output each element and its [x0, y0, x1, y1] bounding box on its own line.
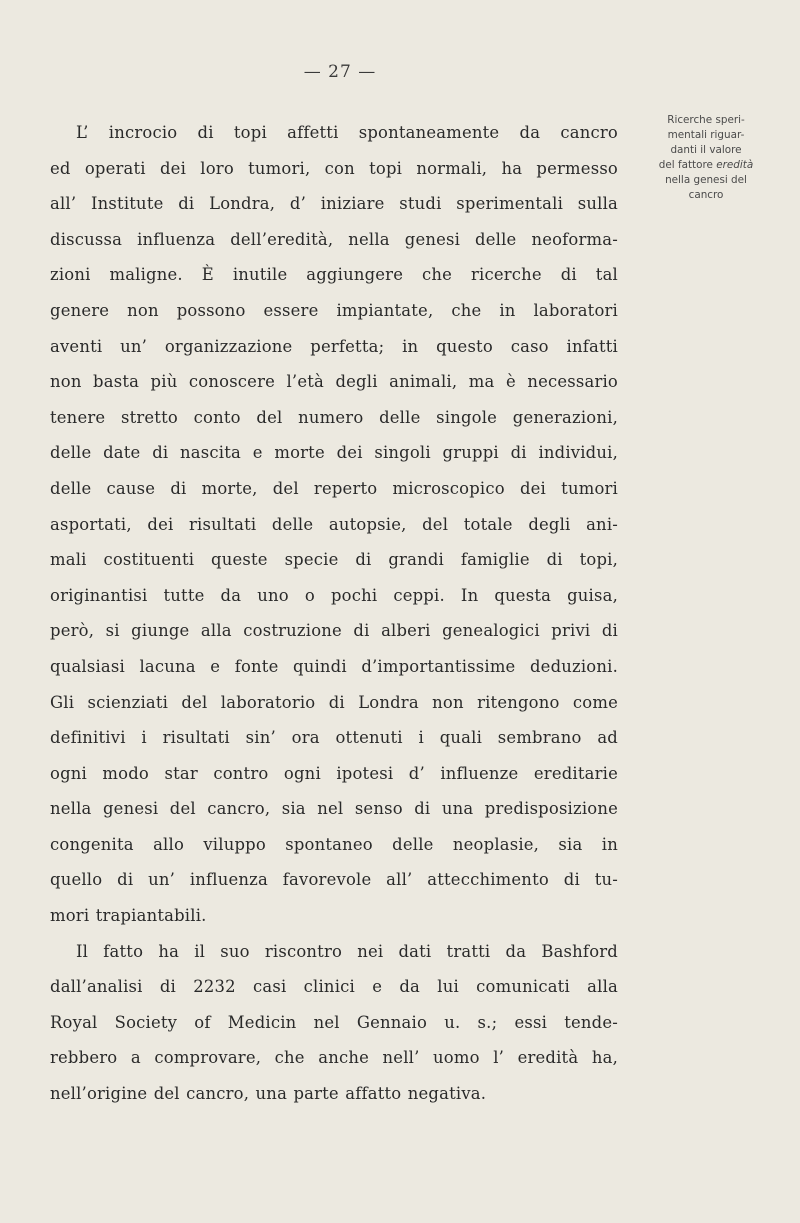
text-line: qualsiasi lacuna e fonte quindi d’importantissime deduzioni. [50, 656, 618, 676]
text-line: Il fatto ha il suo riscontro nei dati tratti da Bashford [76, 941, 618, 961]
margin-note-line: cancro [688, 189, 724, 201]
text-line: Gli scienziati del laboratorio di Londra non ritengono come [50, 692, 618, 712]
text-line: originantisi tutte da uno o pochi ceppi. In questa guisa, [50, 585, 618, 605]
text-line: rebbero a comprovare, che anche nell’ uomo l’ eredità ha, [50, 1048, 618, 1068]
text-line: delle cause di morte, del reperto microscopico dei tumori [50, 478, 618, 498]
text-line: tenere stretto conto del numero delle singole generazioni, [50, 407, 618, 427]
text-line: però, si giunge alla costruzione di alberi genealogici privi di [50, 621, 618, 641]
text-line: genere non possono essere impiantate, che in laboratori [50, 300, 618, 320]
text-line: L’ incrocio di topi affetti spontaneamente da cancro [76, 123, 618, 142]
text-line: quello di un’ influenza favorevole all’ attecchimento di tu- [50, 870, 618, 890]
text-line: mori trapiantabili. [50, 906, 207, 926]
text-line: mali costituenti queste specie di grandi famiglie di topi, [50, 550, 618, 570]
text-line: definitivi i risultati sin’ ora ottenuti i quali sembrano ad [50, 728, 618, 748]
text-line: all’ Institute di Londra, d’ iniziare studi sperimentali sulla [50, 194, 618, 214]
text-line: asportati, dei risultati delle autopsie, del totale degli ani- [50, 514, 618, 534]
text-line: nell’origine del cancro, una parte affatto negativa. [50, 1084, 487, 1104]
margin-note-line [625, 158, 787, 173]
text-line: congenita allo viluppo spontaneo delle neoplasie, sia in [50, 834, 618, 854]
margin-note [625, 113, 787, 203]
margin-note-text: del fattore [658, 159, 717, 171]
margin-note-italic: eredità [716, 159, 754, 171]
margin-note-line: danti il valore [670, 144, 742, 156]
text-line: dall’analisi di 2232 casi clinici e da lui comunicati alla [50, 977, 618, 997]
margin-note-line: Ricerche speri- [667, 114, 745, 126]
text-line: Royal Society of Medicin nel Gennaio u. s.; essi tende- [50, 1012, 618, 1032]
text-line: ed operati dei loro tumori, con topi normali, ha permesso [50, 158, 618, 178]
margin-note-line: nella genesi del [665, 174, 747, 186]
text-line: discussa influenza dell’eredità, nella genesi delle neoforma- [50, 229, 618, 249]
text-line: aventi un’ organizzazione perfetta; in questo caso infatti [50, 336, 618, 356]
margin-note-line: mentali riguar- [667, 129, 745, 141]
text-line: nella genesi del cancro, sia nel senso di una predisposizione [50, 799, 618, 819]
page-number: — 27 — [303, 62, 377, 82]
text-line: non basta più conoscere l’età degli animali, ma è necessario [50, 372, 618, 392]
body-text [50, 115, 618, 1112]
text-line: ogni modo star contro ogni ipotesi d’ influenze ereditarie [50, 763, 618, 783]
text-line: zioni maligne. È inutile aggiungere che ricerche di tal [50, 265, 618, 285]
text-line: delle date di nascita e morte dei singoli gruppi di individui, [50, 443, 618, 463]
